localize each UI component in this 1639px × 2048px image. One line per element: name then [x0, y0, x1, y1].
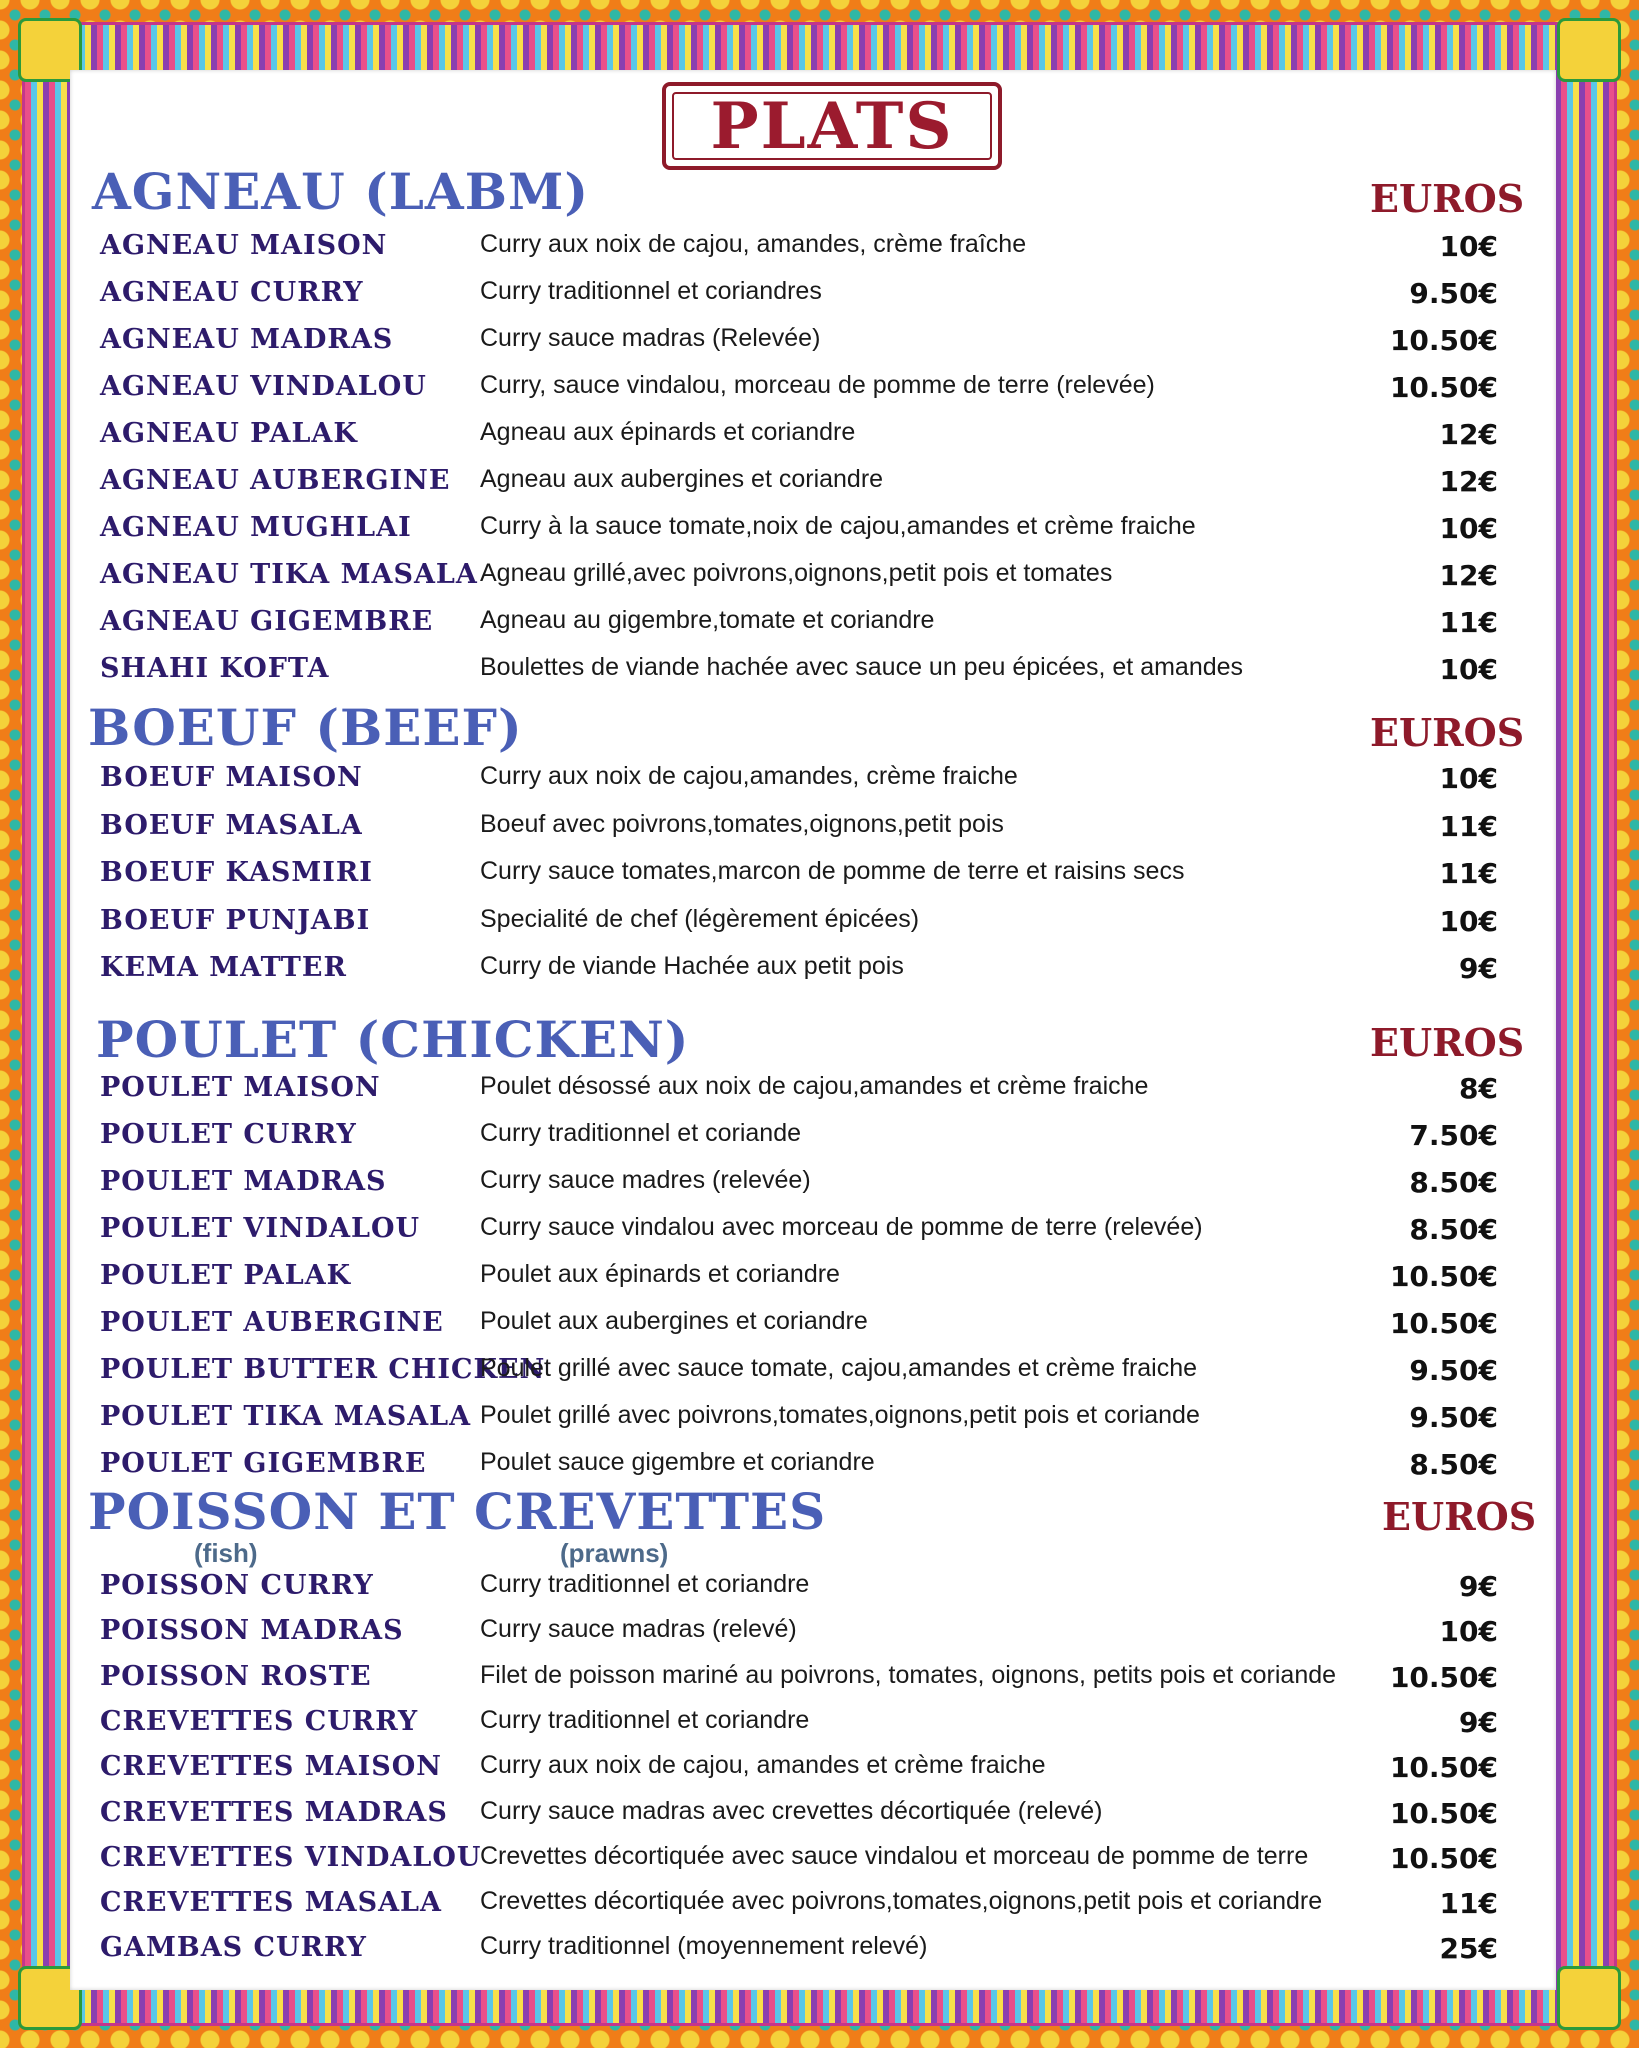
section-title-boeuf: BOEUF (BEEF): [88, 698, 523, 757]
menu-item-row: [70, 1706, 1556, 1746]
dish-price: 10.50€: [1389, 1660, 1498, 1694]
dish-name: AGNEAU VINDALOU: [100, 371, 427, 402]
dish-price: 10€: [1439, 762, 1498, 795]
menu-item-row: [70, 1615, 1556, 1655]
dish-name: AGNEAU MAISON: [100, 230, 388, 261]
section-title-poulet: POULET (CHICKEN): [96, 1010, 690, 1069]
dish-name: SHAHI KOFTA: [100, 653, 330, 684]
dish-description: Crevettes décortiquée avec poivrons,tomates,oignons,petit pois et coriandre: [480, 1887, 1323, 1916]
dish-description: Poulet grillé avec poivrons,tomates,oignons,petit pois et coriande: [480, 1401, 1200, 1429]
dish-price: 10€: [1439, 653, 1498, 686]
menu-item-row: [70, 1570, 1556, 1610]
menu-item-row: [70, 1307, 1556, 1347]
dish-name: POISSON ROSTE: [100, 1660, 372, 1692]
subtitle-prawns: (prawns): [560, 1538, 669, 1568]
dish-name: CREVETTES CURRY: [100, 1705, 419, 1737]
menu-item-row: [70, 905, 1556, 945]
dish-description: Specialité de chef (légèrement épicées): [480, 904, 920, 933]
section-title-poisson: POISSON ET CREVETTES: [88, 1482, 827, 1541]
dish-name: POISSON MADRAS: [100, 1615, 404, 1647]
dish-description: Poulet sauce gigembre et coriandre: [480, 1448, 875, 1476]
dish-name: KEMA MATTER: [100, 952, 347, 983]
dish-price: 9.50€: [1409, 1401, 1498, 1434]
dish-description: Poulet désossé aux noix de cajou,amandes et crème fraiche: [480, 1072, 1149, 1100]
currency-label: EUROS: [1370, 176, 1525, 221]
dish-description: Agneau aux épinards et coriandre: [480, 418, 856, 446]
dish-description: Curry aux noix de cajou,amandes, crème fraiche: [480, 762, 1018, 790]
dish-name: AGNEAU MUGHLAI: [100, 512, 412, 543]
dish-name: BOEUF MAISON: [100, 762, 363, 793]
dish-name: AGNEAU MADRAS: [100, 324, 394, 355]
dish-name: POULET PALAK: [100, 1260, 352, 1291]
menu-item-row: [70, 465, 1556, 505]
menu-item-row: [70, 371, 1556, 411]
corner-ornament: [1557, 1966, 1621, 2030]
menu-page: [70, 70, 1556, 1990]
menu-item-row: [70, 512, 1556, 552]
dish-description: Curry traditionnel et coriande: [480, 1119, 801, 1147]
dish-description: Curry aux noix de cajou, amandes, crème fraîche: [480, 230, 1027, 258]
dish-price: 8€: [1459, 1072, 1498, 1105]
dish-price: 10.50€: [1389, 324, 1498, 357]
title-box: [662, 82, 1002, 170]
menu-item-row: [70, 559, 1556, 599]
dish-description: Curry traditionnel (moyennement relevé): [480, 1932, 928, 1961]
dish-price: 9€: [1459, 1705, 1498, 1739]
dish-name: CREVETTES MAISON: [100, 1751, 442, 1783]
dish-price: 8.50€: [1409, 1213, 1498, 1246]
menu-item-row: [70, 1887, 1556, 1927]
dish-name: POULET VINDALOU: [100, 1213, 421, 1244]
dish-name: CREVETTES MADRAS: [100, 1796, 448, 1828]
dish-price: 11€: [1439, 857, 1498, 890]
menu-item-row: [70, 324, 1556, 364]
dish-price: 10€: [1439, 512, 1498, 545]
dish-name: POISSON CURRY: [100, 1570, 374, 1601]
dish-description: Agneau au gigembre,tomate et coriandre: [480, 606, 935, 634]
dish-description: Poulet aux épinards et coriandre: [480, 1260, 840, 1288]
menu-item-row: [70, 1354, 1556, 1394]
dish-name: POULET TIKA MASALA: [100, 1401, 472, 1432]
dish-price: 10€: [1439, 230, 1498, 263]
dish-name: POULET MADRAS: [100, 1166, 387, 1197]
menu-item-row: [70, 1932, 1556, 1972]
menu-item-row: [70, 1661, 1556, 1701]
dish-price: 10.50€: [1389, 371, 1498, 404]
dish-description: Curry de viande Hachée aux petit pois: [480, 952, 904, 980]
dish-price: 8.50€: [1409, 1448, 1498, 1481]
dish-name: POULET CURRY: [100, 1119, 357, 1150]
dish-name: POULET MAISON: [100, 1072, 381, 1103]
dish-name: BOEUF MASALA: [100, 809, 363, 841]
dish-description: Curry sauce vindalou avec morceau de pomme de terre (relevée): [480, 1213, 1203, 1241]
dish-description: Curry sauce madras avec crevettes décortiquée (relevé): [480, 1796, 1103, 1825]
menu-item-row: [70, 1072, 1556, 1112]
dish-name: GAMBAS CURRY: [100, 1932, 367, 1964]
dish-price: 10.50€: [1389, 1260, 1498, 1293]
menu-item-row: [70, 810, 1556, 850]
dish-description: Poulet grillé avec sauce tomate, cajou,amandes et crème fraiche: [480, 1354, 1198, 1382]
dish-price: 25€: [1439, 1932, 1498, 1966]
dish-description: Boulettes de viande hachée avec sauce un peu épicées, et amandes: [480, 653, 1244, 681]
menu-item-row: [70, 1448, 1556, 1488]
menu-item-row: [70, 762, 1556, 802]
dish-name: POULET BUTTER CHICKEN: [100, 1354, 546, 1385]
dish-name: AGNEAU GIGEMBRE: [100, 606, 434, 637]
currency-label: EUROS: [1382, 1494, 1537, 1539]
menu-item-row: [70, 230, 1556, 270]
dish-description: Curry traditionnel et coriandres: [480, 277, 822, 305]
dish-name: CREVETTES MASALA: [100, 1887, 442, 1919]
dish-description: Curry traditionnel et coriandre: [480, 1570, 810, 1598]
dish-description: Curry traditionnel et coriandre: [480, 1705, 810, 1734]
menu-item-row: [70, 653, 1556, 693]
dish-name: AGNEAU TIKA MASALA: [100, 559, 478, 590]
subtitle-fish: (fish): [194, 1538, 258, 1568]
dish-price: 11€: [1439, 606, 1498, 639]
dish-price: 10.50€: [1389, 1841, 1498, 1875]
menu-item-row: [70, 277, 1556, 317]
page-title: PLATS: [710, 88, 954, 164]
dish-description: Filet de poisson mariné au poivrons, tomates, oignons, petits pois et coriande: [480, 1660, 1337, 1689]
dish-price: 10€: [1439, 1615, 1498, 1649]
currency-label: EUROS: [1370, 710, 1525, 755]
menu-item-row: [70, 1119, 1556, 1159]
currency-label: EUROS: [1370, 1020, 1525, 1065]
dish-description: Curry sauce madras (relevé): [480, 1615, 797, 1644]
dish-description: Curry à la sauce tomate,noix de cajou,amandes et crème fraiche: [480, 512, 1196, 540]
dish-description: Agneau aux aubergines et coriandre: [480, 465, 884, 493]
dish-description: Curry sauce tomates,marcon de pomme de terre et raisins secs: [480, 857, 1185, 885]
dish-description: Crevettes décortiquée avec sauce vindalou et morceau de pomme de terre: [480, 1841, 1309, 1870]
menu-item-row: [70, 1842, 1556, 1882]
dish-name: AGNEAU CURRY: [100, 277, 364, 308]
dish-description: Curry aux noix de cajou, amandes et crème fraiche: [480, 1751, 1046, 1780]
menu-item-row: [70, 606, 1556, 646]
dish-name: POULET AUBERGINE: [100, 1307, 444, 1338]
menu-item-row: [70, 1166, 1556, 1206]
dish-name: BOEUF PUNJABI: [100, 904, 371, 936]
dish-name: BOEUF KASMIRI: [100, 857, 373, 888]
dish-price: 11€: [1439, 1887, 1498, 1921]
dish-description: Agneau grillé,avec poivrons,oignons,petit pois et tomates: [480, 559, 1113, 587]
corner-ornament: [1557, 18, 1621, 82]
menu-item-row: [70, 857, 1556, 897]
menu-item-row: [70, 1797, 1556, 1837]
dish-price: 9€: [1459, 1570, 1498, 1603]
dish-description: Poulet aux aubergines et coriandre: [480, 1307, 868, 1335]
menu-item-row: [70, 1401, 1556, 1441]
dish-price: 10.50€: [1389, 1796, 1498, 1830]
menu-item-row: [70, 952, 1556, 992]
section-title-agneau: AGNEAU (LABM): [92, 162, 589, 221]
menu-item-row: [70, 1260, 1556, 1300]
menu-item-row: [70, 418, 1556, 458]
dish-name: AGNEAU AUBERGINE: [100, 465, 451, 496]
dish-name: AGNEAU PALAK: [100, 418, 358, 449]
dish-description: Curry, sauce vindalou, morceau de pomme de terre (relevée): [480, 371, 1155, 399]
dish-price: 9.50€: [1409, 1354, 1498, 1387]
dish-price: 8.50€: [1409, 1166, 1498, 1199]
dish-price: 10.50€: [1389, 1751, 1498, 1785]
dish-description: Curry sauce madras (Relevée): [480, 324, 821, 352]
dish-price: 10.50€: [1389, 1307, 1498, 1340]
dish-price: 7.50€: [1409, 1119, 1498, 1152]
dish-description: Boeuf avec poivrons,tomates,oignons,petit pois: [480, 809, 1004, 838]
menu-item-row: [70, 1213, 1556, 1253]
dish-description: Curry sauce madres (relevée): [480, 1166, 811, 1194]
dish-price: 9.50€: [1409, 277, 1498, 310]
dish-name: CREVETTES VINDALOU: [100, 1841, 482, 1873]
dish-price: 11€: [1439, 809, 1498, 843]
dish-price: 10€: [1439, 904, 1498, 938]
dish-price: 12€: [1439, 559, 1498, 592]
dish-name: POULET GIGEMBRE: [100, 1448, 427, 1479]
dish-price: 9€: [1459, 952, 1498, 985]
menu-item-row: [70, 1751, 1556, 1791]
dish-price: 12€: [1439, 465, 1498, 498]
dish-price: 12€: [1439, 418, 1498, 451]
